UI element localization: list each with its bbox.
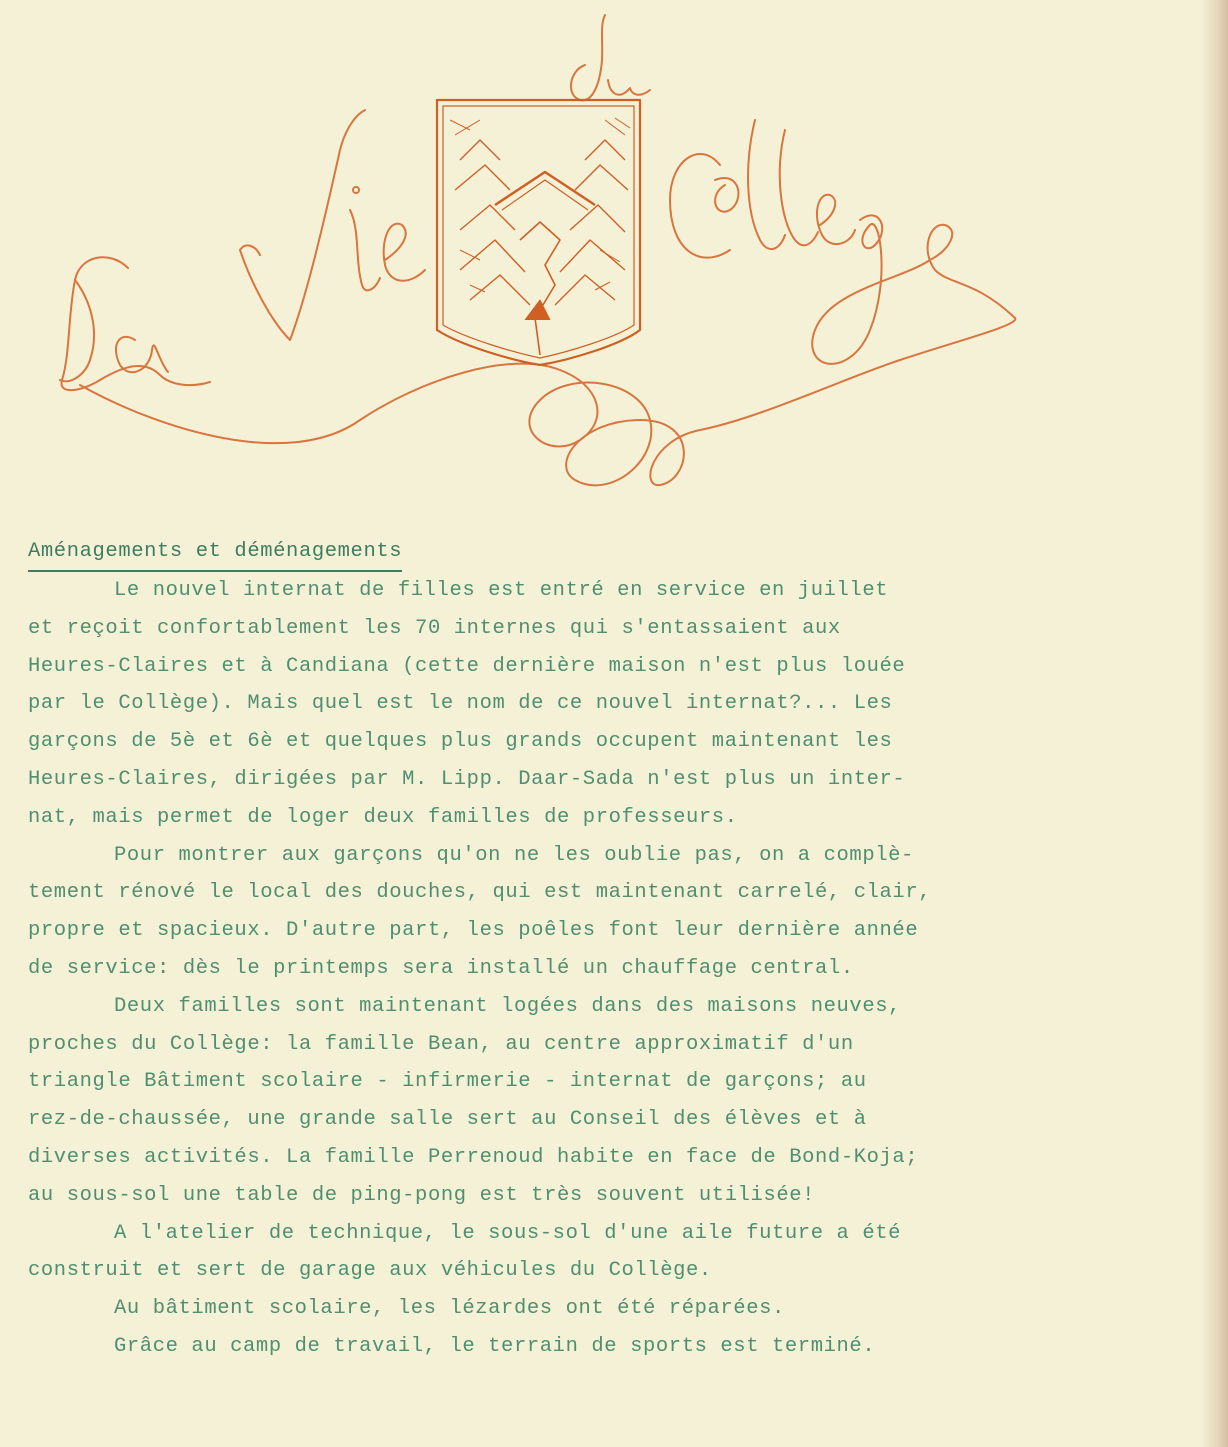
article-line: construit et sert de garage aux véhicules du Collège.	[28, 1259, 712, 1283]
article-line: Deux familles sont maintenant logées dans des maisons neuves,	[114, 994, 902, 1018]
article-line: et reçoit confortablement les 70 internes qui s'entassaient aux	[28, 616, 841, 640]
article-line: tement rénové le local des douches, qui est maintenant carrelé, clair,	[28, 881, 932, 905]
article-line: Heures-Claires, dirigées par M. Lipp. Daar-Sada n'est plus un inter-	[28, 767, 906, 791]
page-edge-shadow	[1200, 0, 1228, 1447]
masthead	[40, 0, 1040, 510]
article	[28, 534, 1068, 1366]
article-line: de service: dès le printemps sera installé un chauffage central.	[28, 956, 854, 980]
article-title-row	[28, 534, 1068, 572]
article-line: nat, mais permet de loger deux familles de professeurs.	[28, 805, 738, 829]
article-line: A l'atelier de technique, le sous-sol d'une aile future a été	[114, 1221, 902, 1245]
article-line: Le nouvel internat de filles est entré en service en juillet	[114, 579, 889, 602]
article-line: par le Collège). Mais quel est le nom de ce nouvel internat?... Les	[28, 692, 893, 716]
article-title: Aménagements et déménagements	[28, 534, 402, 572]
article-line: Pour montrer aux garçons qu'on ne les oublie pas, on a complè-	[114, 843, 914, 867]
article-line: Au bâtiment scolaire, les lézardes ont été réparées.	[114, 1297, 785, 1321]
article-line: propre et spacieux. D'autre part, les poêles font leur dernière année	[28, 919, 919, 943]
article-line: diverses activités. La famille Perrenoud habite en face de Bond-Koja;	[28, 1145, 919, 1169]
masthead-drawing	[40, 0, 1040, 510]
article-line: garçons de 5è et 6è et quelques plus grands occupent maintenant les	[28, 730, 893, 754]
article-line: Grâce au camp de travail, le terrain de sports est terminé.	[114, 1334, 876, 1358]
article-line: rez-de-chaussée, une grande salle sert au Conseil des élèves et à	[28, 1108, 867, 1132]
article-line: proches du Collège: la famille Bean, au centre approximatif d'un	[28, 1032, 854, 1056]
article-line: au sous-sol une table de ping-pong est très souvent utilisée!	[28, 1183, 816, 1207]
article-line: triangle Bâtiment scolaire - infirmerie - internat de garçons; au	[28, 1070, 867, 1094]
article-line: Heures-Claires et à Candiana (cette dernière maison n'est plus louée	[28, 654, 906, 678]
